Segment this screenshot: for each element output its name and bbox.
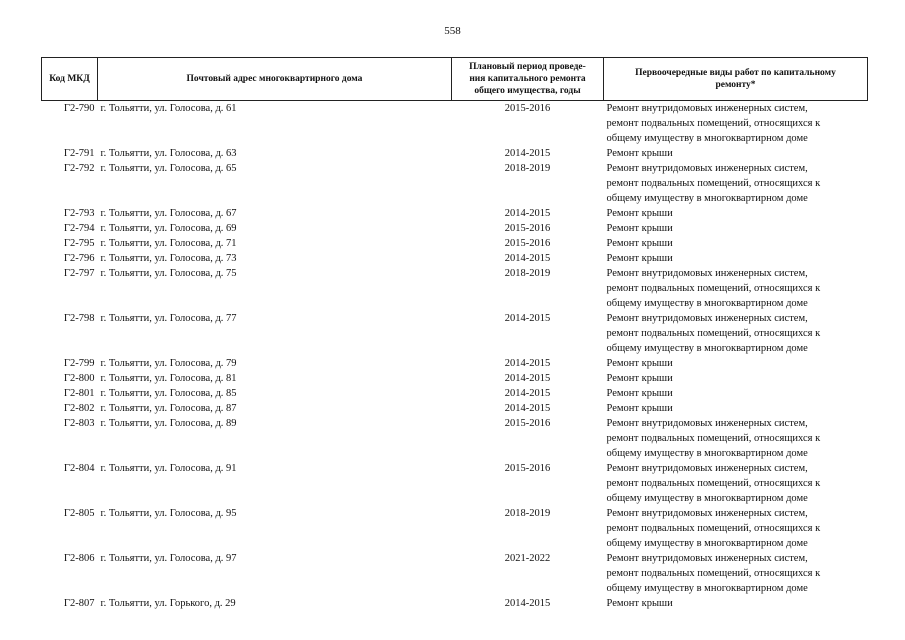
row-address: г. Тольятти, ул. Голосова, д. 69 — [100, 223, 237, 234]
row-works — [604, 371, 868, 386]
row-period: 2015-2016 — [504, 418, 551, 429]
row-period: 2015-2016 — [504, 238, 551, 249]
row-works-line: Ремонт внутридомовых инженерных систем, — [606, 463, 808, 474]
row-works-line: Ремонт крыши — [606, 223, 673, 234]
row-code: Г2-796 — [63, 253, 95, 264]
table-row — [42, 236, 868, 251]
row-works — [604, 161, 868, 206]
table-row — [42, 551, 868, 596]
row-code: Г2-806 — [63, 553, 95, 564]
row-works-line: Ремонт крыши — [606, 358, 673, 369]
row-works — [604, 206, 868, 221]
page-number: 558 — [444, 25, 461, 37]
row-period: 2015-2016 — [504, 463, 551, 474]
row-period: 2014-2015 — [504, 598, 551, 609]
table-row — [42, 401, 868, 416]
row-works — [604, 311, 868, 356]
row-works-line: Ремонт внутридомовых инженерных систем, — [606, 313, 808, 324]
row-works-line: Ремонт крыши — [606, 208, 673, 219]
row-period: 2018-2019 — [504, 508, 551, 519]
row-code: Г2-803 — [63, 418, 95, 429]
row-works-line: Ремонт крыши — [606, 388, 673, 399]
row-works — [604, 596, 868, 611]
row-address: г. Тольятти, ул. Голосова, д. 97 — [100, 553, 237, 564]
row-works-line: Ремонт внутридомовых инженерных систем, — [606, 508, 808, 519]
row-address: г. Тольятти, ул. Голосова, д. 61 — [100, 103, 237, 114]
table-row — [42, 311, 868, 356]
row-period: 2015-2016 — [504, 103, 551, 114]
row-period: 2014-2015 — [504, 148, 551, 159]
row-works-line: ремонт подвальных помещений, относящихся к — [606, 118, 821, 129]
header-period — [452, 58, 604, 101]
header-period-line: ния капитального ремонта — [469, 74, 586, 84]
row-works-line: общему имуществу в многоквартирном доме — [606, 343, 808, 354]
table-row — [42, 101, 868, 147]
row-works-line: ремонт подвальных помещений, относящихся к — [606, 283, 821, 294]
row-address: г. Тольятти, ул. Голосова, д. 65 — [100, 163, 237, 174]
row-address: г. Тольятти, ул. Голосова, д. 91 — [100, 463, 237, 474]
row-works — [604, 221, 868, 236]
row-works-line: ремонт подвальных помещений, относящихся к — [606, 568, 821, 579]
row-code: Г2-802 — [63, 403, 95, 414]
row-address: г. Тольятти, ул. Голосова, д. 75 — [100, 268, 237, 279]
row-address: г. Тольятти, ул. Голосова, д. 89 — [100, 418, 237, 429]
table-row — [42, 596, 868, 611]
table-row — [42, 251, 868, 266]
row-code: Г2-794 — [63, 223, 95, 234]
row-code: Г2-790 — [63, 103, 95, 114]
header-period-line: Плановый период проведе- — [469, 62, 586, 72]
row-code: Г2-807 — [63, 598, 95, 609]
row-address: г. Тольятти, ул. Голосова, д. 71 — [100, 238, 237, 249]
row-works-line: Ремонт внутридомовых инженерных систем, — [606, 103, 808, 114]
row-code: Г2-801 — [63, 388, 95, 399]
row-works — [604, 386, 868, 401]
row-code: Г2-799 — [63, 358, 95, 369]
row-works-line: Ремонт внутридомовых инженерных систем, — [606, 553, 808, 564]
row-address: г. Тольятти, ул. Голосова, д. 79 — [100, 358, 237, 369]
table-row — [42, 221, 868, 236]
table-row — [42, 161, 868, 206]
row-works-line: Ремонт внутридомовых инженерных систем, — [606, 268, 808, 279]
row-period: 2014-2015 — [504, 208, 551, 219]
row-code: Г2-792 — [63, 163, 95, 174]
row-works — [604, 236, 868, 251]
row-works-line: ремонт подвальных помещений, относящихся к — [606, 433, 821, 444]
row-address: г. Тольятти, ул. Голосова, д. 77 — [100, 313, 237, 324]
table-row — [42, 356, 868, 371]
row-works — [604, 416, 868, 461]
row-period: 2014-2015 — [504, 253, 551, 264]
row-works-line: Ремонт крыши — [606, 373, 673, 384]
table-header — [42, 58, 868, 101]
row-works — [604, 146, 868, 161]
row-works — [604, 251, 868, 266]
header-period-line: общего имущества, годы — [474, 86, 581, 96]
row-period: 2018-2019 — [504, 163, 551, 174]
row-period: 2014-2015 — [504, 373, 551, 384]
row-address: г. Тольятти, ул. Голосова, д. 85 — [100, 388, 237, 399]
row-code: Г2-800 — [63, 373, 95, 384]
header-works-line: ремонту* — [715, 80, 756, 90]
row-address: г. Тольятти, ул. Голосова, д. 95 — [100, 508, 237, 519]
row-works-line: общему имуществу в многоквартирном доме — [606, 493, 808, 504]
row-address: г. Тольятти, ул. Голосова, д. 63 — [100, 148, 237, 159]
row-works — [604, 506, 868, 551]
row-works — [604, 266, 868, 311]
row-works-line: общему имуществу в многоквартирном доме — [606, 193, 808, 204]
row-works-line: Ремонт крыши — [606, 403, 673, 414]
row-period: 2014-2015 — [504, 403, 551, 414]
header-code: Код МКД — [42, 58, 98, 101]
row-address: г. Тольятти, ул. Голосова, д. 73 — [100, 253, 237, 264]
row-works — [604, 101, 868, 147]
header-works-line: Первоочередные виды работ по капитальному — [635, 68, 836, 78]
row-works-line: Ремонт крыши — [606, 253, 673, 264]
row-works-line: ремонт подвальных помещений, относящихся к — [606, 178, 821, 189]
header-works — [604, 58, 868, 101]
row-works-line: общему имуществу в многоквартирном доме — [606, 538, 808, 549]
row-works-line: Ремонт крыши — [606, 148, 673, 159]
row-code: Г2-805 — [63, 508, 95, 519]
table-row — [42, 461, 868, 506]
row-works-line: общему имуществу в многоквартирном доме — [606, 583, 808, 594]
table-row — [42, 386, 868, 401]
row-period: 2021-2022 — [504, 553, 551, 564]
row-works — [604, 551, 868, 596]
row-works — [604, 356, 868, 371]
row-works-line: Ремонт крыши — [606, 238, 673, 249]
row-code: Г2-797 — [63, 268, 95, 279]
row-works — [604, 461, 868, 506]
row-works-line: ремонт подвальных помещений, относящихся к — [606, 478, 821, 489]
row-works — [604, 401, 868, 416]
row-works-line: Ремонт внутридомовых инженерных систем, — [606, 418, 808, 429]
table-row — [42, 506, 868, 551]
table-row — [42, 371, 868, 386]
row-works-line: Ремонт внутридомовых инженерных систем, — [606, 163, 808, 174]
row-works-line: общему имуществу в многоквартирном доме — [606, 298, 808, 309]
row-period: 2014-2015 — [504, 388, 551, 399]
table-row — [42, 416, 868, 461]
row-period: 2015-2016 — [504, 223, 551, 234]
row-code: Г2-791 — [63, 148, 95, 159]
header-address: Почтовый адрес многоквартирного дома — [98, 58, 452, 101]
table-row — [42, 206, 868, 221]
row-code: Г2-804 — [63, 463, 95, 474]
row-works-line: общему имуществу в многоквартирном доме — [606, 133, 808, 144]
row-address: г. Тольятти, ул. Голосова, д. 87 — [100, 403, 237, 414]
table-body — [42, 101, 868, 612]
row-code: Г2-798 — [63, 313, 95, 324]
row-address: г. Тольятти, ул. Горького, д. 29 — [100, 598, 236, 609]
row-period: 2014-2015 — [504, 358, 551, 369]
row-works-line: ремонт подвальных помещений, относящихся к — [606, 328, 821, 339]
capital-repair-table — [41, 57, 868, 611]
row-works-line: Ремонт крыши — [606, 598, 673, 609]
table-row — [42, 146, 868, 161]
row-code: Г2-795 — [63, 238, 95, 249]
row-period: 2018-2019 — [504, 268, 551, 279]
row-period: 2014-2015 — [504, 313, 551, 324]
row-works-line: общему имуществу в многоквартирном доме — [606, 448, 808, 459]
row-address: г. Тольятти, ул. Голосова, д. 67 — [100, 208, 237, 219]
row-address: г. Тольятти, ул. Голосова, д. 81 — [100, 373, 237, 384]
table-row — [42, 266, 868, 311]
row-code: Г2-793 — [63, 208, 95, 219]
row-works-line: ремонт подвальных помещений, относящихся к — [606, 523, 821, 534]
